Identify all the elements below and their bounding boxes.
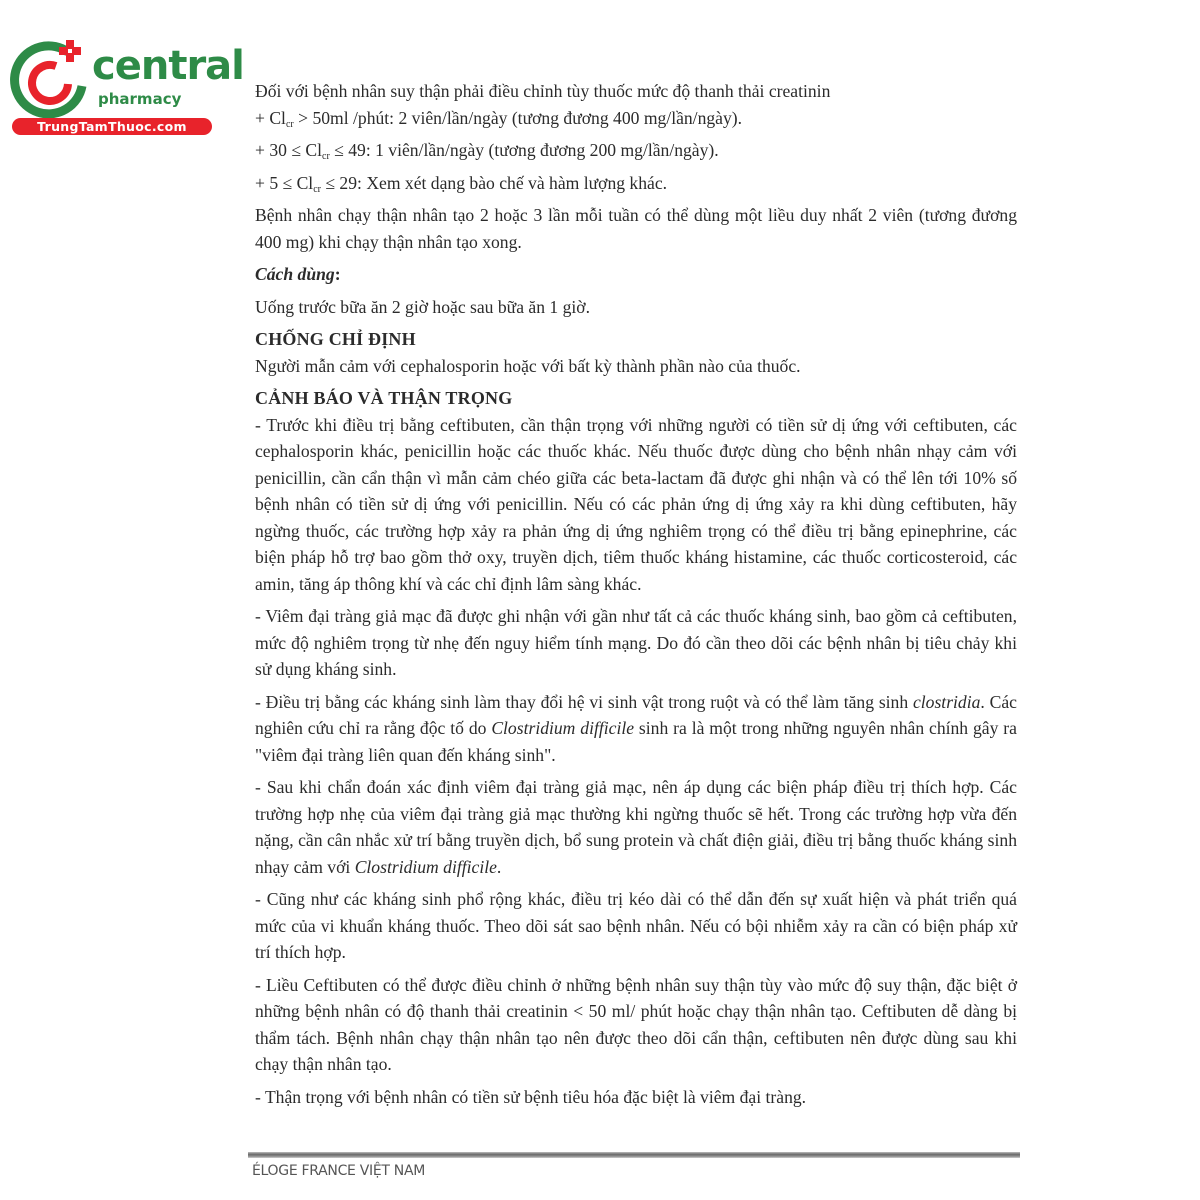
- warning-paragraph: - Điều trị bằng các kháng sinh làm thay đổi hệ vi sinh vật trong ruột và có thể làm tăng sinh clostridia. Các nghiên cứu chỉ ra rằng độc tố do Clostridium difficile sinh ra là một trong những nguyên nhân chính gây ra "viêm đại tràng liên quan đến kháng sinh".: [255, 691, 1017, 765]
- warning-paragraph: - Thận trọng với bệnh nhân có tiền sử bệnh tiêu hóa đặc biệt là viêm đại tràng.: [255, 1086, 807, 1107]
- central-pharmacy-logo-icon: [10, 38, 90, 118]
- usage-heading: Cách dùng:: [255, 264, 341, 284]
- usage-text: Uống trước bữa ăn 2 giờ hoặc sau bữa ăn 1 giờ.: [255, 296, 591, 317]
- warning-paragraph: - Liều Ceftibuten có thể được điều chỉnh ở những bệnh nhân suy thận tùy vào mức độ suy thận, đặc biệt ở những bệnh nhân có độ thanh thải creatinin < 50 ml/ phút hoặc chạy thận nhân tạo. Ceftibuten dễ dàng bị thẩm tách. Bệnh nhân chạy thận nhân tạo nên được theo dõi cẩn thận, ceftibuten nên được dùng sau khi chạy thận nhân tạo.: [255, 974, 1017, 1074]
- warnings-heading: CẢNH BÁO VÀ THẬN TRỌNG: [255, 388, 513, 408]
- dosage-intro: Đối với bệnh nhân suy thận phải điều chỉnh tùy thuốc mức độ thanh thải creatinin: [255, 81, 831, 101]
- contraindications-heading: CHỐNG CHỈ ĐỊNH: [255, 329, 416, 349]
- warning-paragraph: - Sau khi chẩn đoán xác định viêm đại tràng giả mạc, nên áp dụng các biện pháp điều trị thích hợp. Các trường hợp nhẹ của viêm đại tràng giả mạc thường khi ngừng thuốc sẽ hết. Trong các trường hợp vừa đến nặng, cần cân nhắc xử trí bằng truyền dịch, bổ sung protein và chất điện giải, điều trị bằng thuốc kháng sinh nhạy cảm với Clostridium difficile.: [255, 777, 1017, 877]
- brand-name: central: [92, 43, 244, 89]
- footer-company: ÉLOGE FRANCE VIỆT NAM: [252, 1163, 426, 1179]
- central-pharmacy-logo[interactable]: [10, 38, 244, 138]
- warning-paragraph: - Viêm đại tràng giả mạc đã được ghi nhận với gần như tất cả các thuốc kháng sinh, bao gồm cả ceftibuten, mức độ nghiêm trọng từ nhẹ đến nguy hiểm tính mạng. Do đó cần theo dõi các bệnh nhân bị tiêu chảy khi sử dụng kháng sinh.: [255, 606, 1017, 679]
- dosage-rule: + $5 \le Cl_{cr} \le 29$: Xem xét dạng bào chế và hàm lượng khác.: [255, 172, 668, 195]
- warning-paragraph: - Cũng như các kháng sinh phổ rộng khác, điều trị kéo dài có thể dẫn đến sự xuất hiện và phát triển quá mức của vi khuẩn kháng thuốc. Theo dõi sát sao bệnh nhân. Nếu có bội nhiễm xảy ra cần có biện pháp xử trí thích hợp.: [255, 889, 1017, 962]
- footer-divider: [248, 1152, 1020, 1158]
- brand-tagline: pharmacy: [98, 90, 182, 108]
- dosage-rule: + $Cl_{cr} > 50ml$ /phút: 2 viên/lần/ngày (tương đương 400 mg/lần/ngày).: [255, 107, 743, 130]
- contraindications-text: Người mẫn cảm với cephalosporin hoặc với bất kỳ thành phần nào của thuốc.: [255, 355, 801, 376]
- dosage-rule: + $30 \le Cl_{cr} \le 49$: 1 viên/lần/ngày (tương đương 200 mg/lần/ngày).: [255, 140, 719, 162]
- brand-website-link[interactable]: TrungTamThuoc.com: [12, 118, 212, 135]
- warning-paragraph: - Trước khi điều trị bằng ceftibuten, cần thận trọng với những người có tiền sử dị ứng với ceftibuten, các cephalosporin khác, penicillin hoặc các thuốc khác. Nếu thuốc được dùng cho bệnh nhân nhạy cảm với penicillin, cần cẩn thận vì mẫn cảm chéo giữa các beta-lactam đã được ghi nhận và có thể lên tới 10% số bệnh nhân có tiền sử dị ứng với penicillin. Nếu có các phản ứng dị ứng xảy ra khi dùng ceftibuten, hãy ngừng thuốc, các trường hợp xảy ra phản ứng dị ứng nghiêm trọng có thể điều trị bằng epinephrine, các biện pháp hỗ trợ bao gồm thở oxy, truyền dịch, tiêm thuốc kháng histamine, các thuốc corticosteroid, các amin, tăng áp thông khí và các chỉ định lâm sàng khác.: [255, 414, 1017, 594]
- document-page: [255, 78, 1017, 1110]
- dialysis-note: Bệnh nhân chạy thận nhân tạo 2 hoặc 3 lần mỗi tuần có thể dùng một liều duy nhất 2 viên (tương đương 400 mg) khi chạy thận nhân tạo xong.: [255, 205, 1017, 252]
